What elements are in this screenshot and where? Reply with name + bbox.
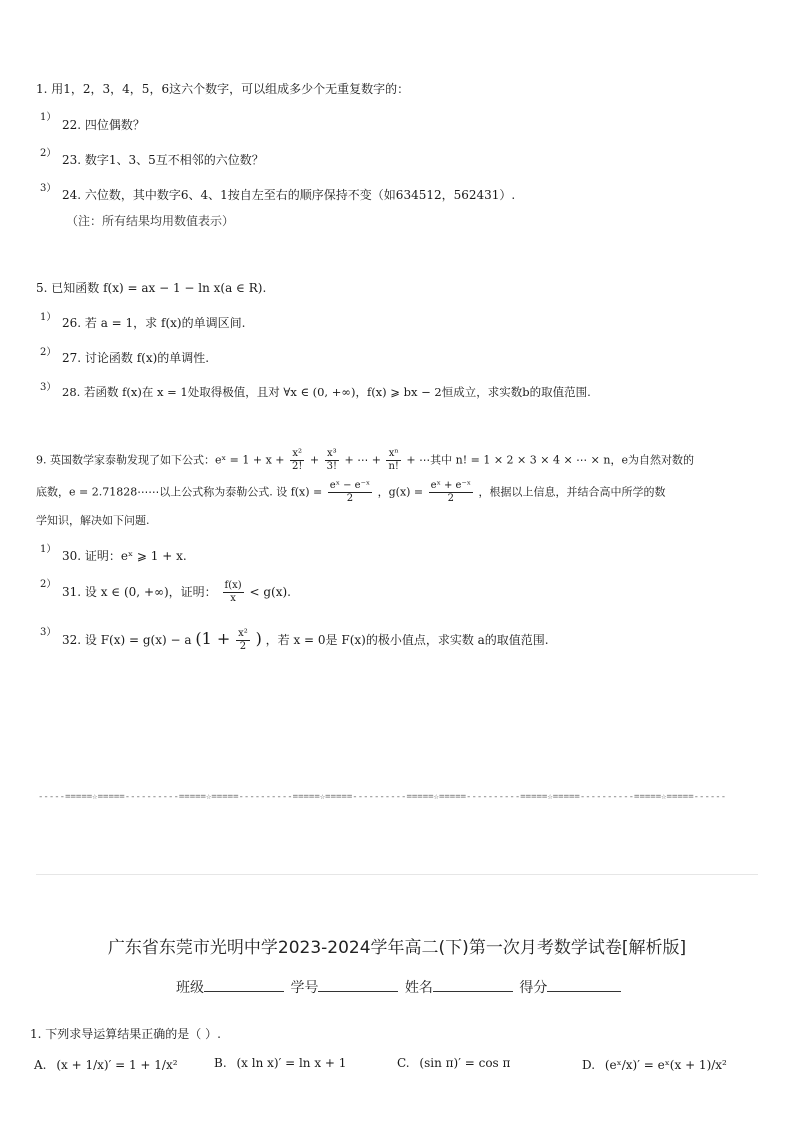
fraction bbox=[236, 628, 250, 653]
page-title: 广东省东莞市光明中学2023-2024学年高二(下)第一次月考数学试卷[解析版] bbox=[107, 938, 687, 958]
field-score-label: 得分 bbox=[519, 980, 548, 996]
field-class-blank[interactable] bbox=[204, 979, 284, 992]
question-taylor-line-2 bbox=[36, 480, 665, 505]
operator: + bbox=[309, 453, 320, 467]
question-text: 31. 设 x ∈ (0, +∞)，证明： bbox=[62, 585, 217, 599]
option-label: C. bbox=[397, 1056, 410, 1070]
numerator: x² bbox=[238, 628, 248, 639]
part-marker: 2） bbox=[40, 579, 57, 590]
field-id-label: 学号 bbox=[290, 980, 319, 996]
note: （注：所有结果均用数值表示） bbox=[66, 214, 235, 228]
taylor-text: ，g(x) = bbox=[377, 485, 424, 499]
option-c bbox=[397, 1056, 510, 1070]
taylor-text: 底数，e = 2.71828⋯⋯以上公式称为泰勒公式. 设 f(x) = bbox=[36, 485, 323, 499]
numerator: x² bbox=[290, 448, 304, 461]
question-23: 23. 数字1、3、5互不相邻的六位数？ bbox=[62, 153, 264, 167]
field-score-blank[interactable] bbox=[547, 979, 621, 992]
paren-close: ) bbox=[255, 629, 262, 648]
fraction bbox=[223, 580, 244, 605]
question-text: < g(x). bbox=[249, 585, 291, 599]
question-24: 24. 六位数，其中数字6、4、1按自左至右的顺序保持不变（如634512，562431）. bbox=[62, 188, 516, 202]
part-marker: 1） bbox=[40, 312, 57, 323]
numerator: eˣ + e⁻ˣ bbox=[430, 480, 471, 491]
taylor-text: 9. 英国数学家泰勒发现了如下公式：eˣ = 1 + x + bbox=[36, 453, 285, 467]
numerator: x³ bbox=[325, 448, 339, 461]
taylor-text: + ⋯其中 n! = 1 × 2 × 3 × 4 × ⋯ × n，e为自然对数的 bbox=[406, 453, 694, 467]
operator: + ⋯ + bbox=[344, 453, 381, 467]
fraction bbox=[328, 480, 372, 505]
fraction bbox=[429, 480, 473, 505]
question-22: 22. 四位偶数？ bbox=[62, 118, 145, 132]
question-30: 30. 证明：eˣ ⩾ 1 + x. bbox=[62, 549, 187, 563]
question-1-stem: 1. 下列求导运算结果正确的是（ ）. bbox=[30, 1027, 221, 1041]
denominator: 2 bbox=[447, 493, 454, 504]
fraction bbox=[386, 448, 400, 473]
denominator: 2 bbox=[346, 493, 354, 504]
option-text: (sin π)′ = cos π bbox=[419, 1056, 511, 1070]
question-26: 26. 若 a = 1，求 f(x)的单调区间. bbox=[62, 316, 246, 330]
question-text: ，若 x = 0是 F(x)的极小值点，求实数 a的取值范围. bbox=[265, 633, 549, 647]
part-marker: 2） bbox=[40, 347, 57, 358]
question-function-stem: 5. 已知函数 f(x) = ax − 1 − ln x(a ∈ R). bbox=[36, 281, 267, 295]
field-name-blank[interactable] bbox=[433, 979, 513, 992]
question-31 bbox=[62, 580, 291, 605]
option-label: A. bbox=[34, 1058, 47, 1072]
option-text: (eˣ/x)′ = eˣ(x + 1)/x² bbox=[604, 1058, 727, 1072]
paren-open: (1 + bbox=[195, 629, 231, 648]
option-label: B. bbox=[214, 1056, 227, 1070]
part-marker: 3） bbox=[40, 627, 57, 638]
part-marker: 3） bbox=[40, 183, 57, 194]
question-32 bbox=[62, 628, 549, 653]
page-break-line bbox=[36, 874, 758, 875]
fraction bbox=[290, 448, 304, 473]
option-text: (x + 1/x)′ = 1 + 1/x² bbox=[56, 1058, 178, 1072]
question-28: 28. 若函数 f(x)在 x = 1处取得极值，且对 ∀x ∈ (0, +∞)，f(x) ⩾ bx − 2恒成立，求实数b的取值范围. bbox=[62, 385, 591, 399]
option-text: (x ln x)′ = ln x + 1 bbox=[236, 1056, 347, 1070]
denominator: 3! bbox=[326, 461, 337, 472]
fraction bbox=[325, 448, 339, 473]
part-marker: 1） bbox=[40, 112, 57, 123]
option-a bbox=[34, 1058, 178, 1072]
denominator: x bbox=[230, 593, 236, 604]
section-divider: -----=====☆=====----------=====☆=====----------=====☆=====----------=====☆=====----------=====☆=====----------=====☆=====------ bbox=[38, 792, 727, 802]
option-b bbox=[214, 1056, 346, 1070]
part-marker: 1） bbox=[40, 544, 57, 555]
option-d bbox=[582, 1058, 727, 1072]
question-27: 27. 讨论函数 f(x)的单调性. bbox=[62, 351, 210, 365]
part-marker: 3） bbox=[40, 382, 57, 393]
numerator: xⁿ bbox=[386, 448, 400, 461]
numerator: eˣ − e⁻ˣ bbox=[329, 480, 371, 491]
option-label: D. bbox=[582, 1058, 596, 1072]
field-id-blank[interactable] bbox=[318, 979, 398, 992]
field-class-label: 班级 bbox=[176, 980, 204, 996]
question-taylor-line-3: 学知识，解决如下问题. bbox=[36, 514, 150, 527]
denominator: 2 bbox=[239, 641, 247, 652]
field-name-label: 姓名 bbox=[404, 980, 433, 996]
question-digits-stem: 1. 用1，2，3，4，5，6这六个数字，可以组成多少个无重复数字的： bbox=[36, 82, 410, 96]
taylor-text: ，根据以上信息，并结合高中所学的数 bbox=[478, 485, 666, 499]
denominator: 2! bbox=[292, 461, 303, 472]
question-taylor-line-1 bbox=[36, 448, 694, 473]
numerator: f(x) bbox=[224, 580, 242, 591]
part-marker: 2） bbox=[40, 148, 57, 159]
denominator: n! bbox=[388, 461, 399, 472]
info-fields bbox=[176, 977, 623, 997]
question-text: 32. 设 F(x) = g(x) − a bbox=[62, 633, 192, 647]
